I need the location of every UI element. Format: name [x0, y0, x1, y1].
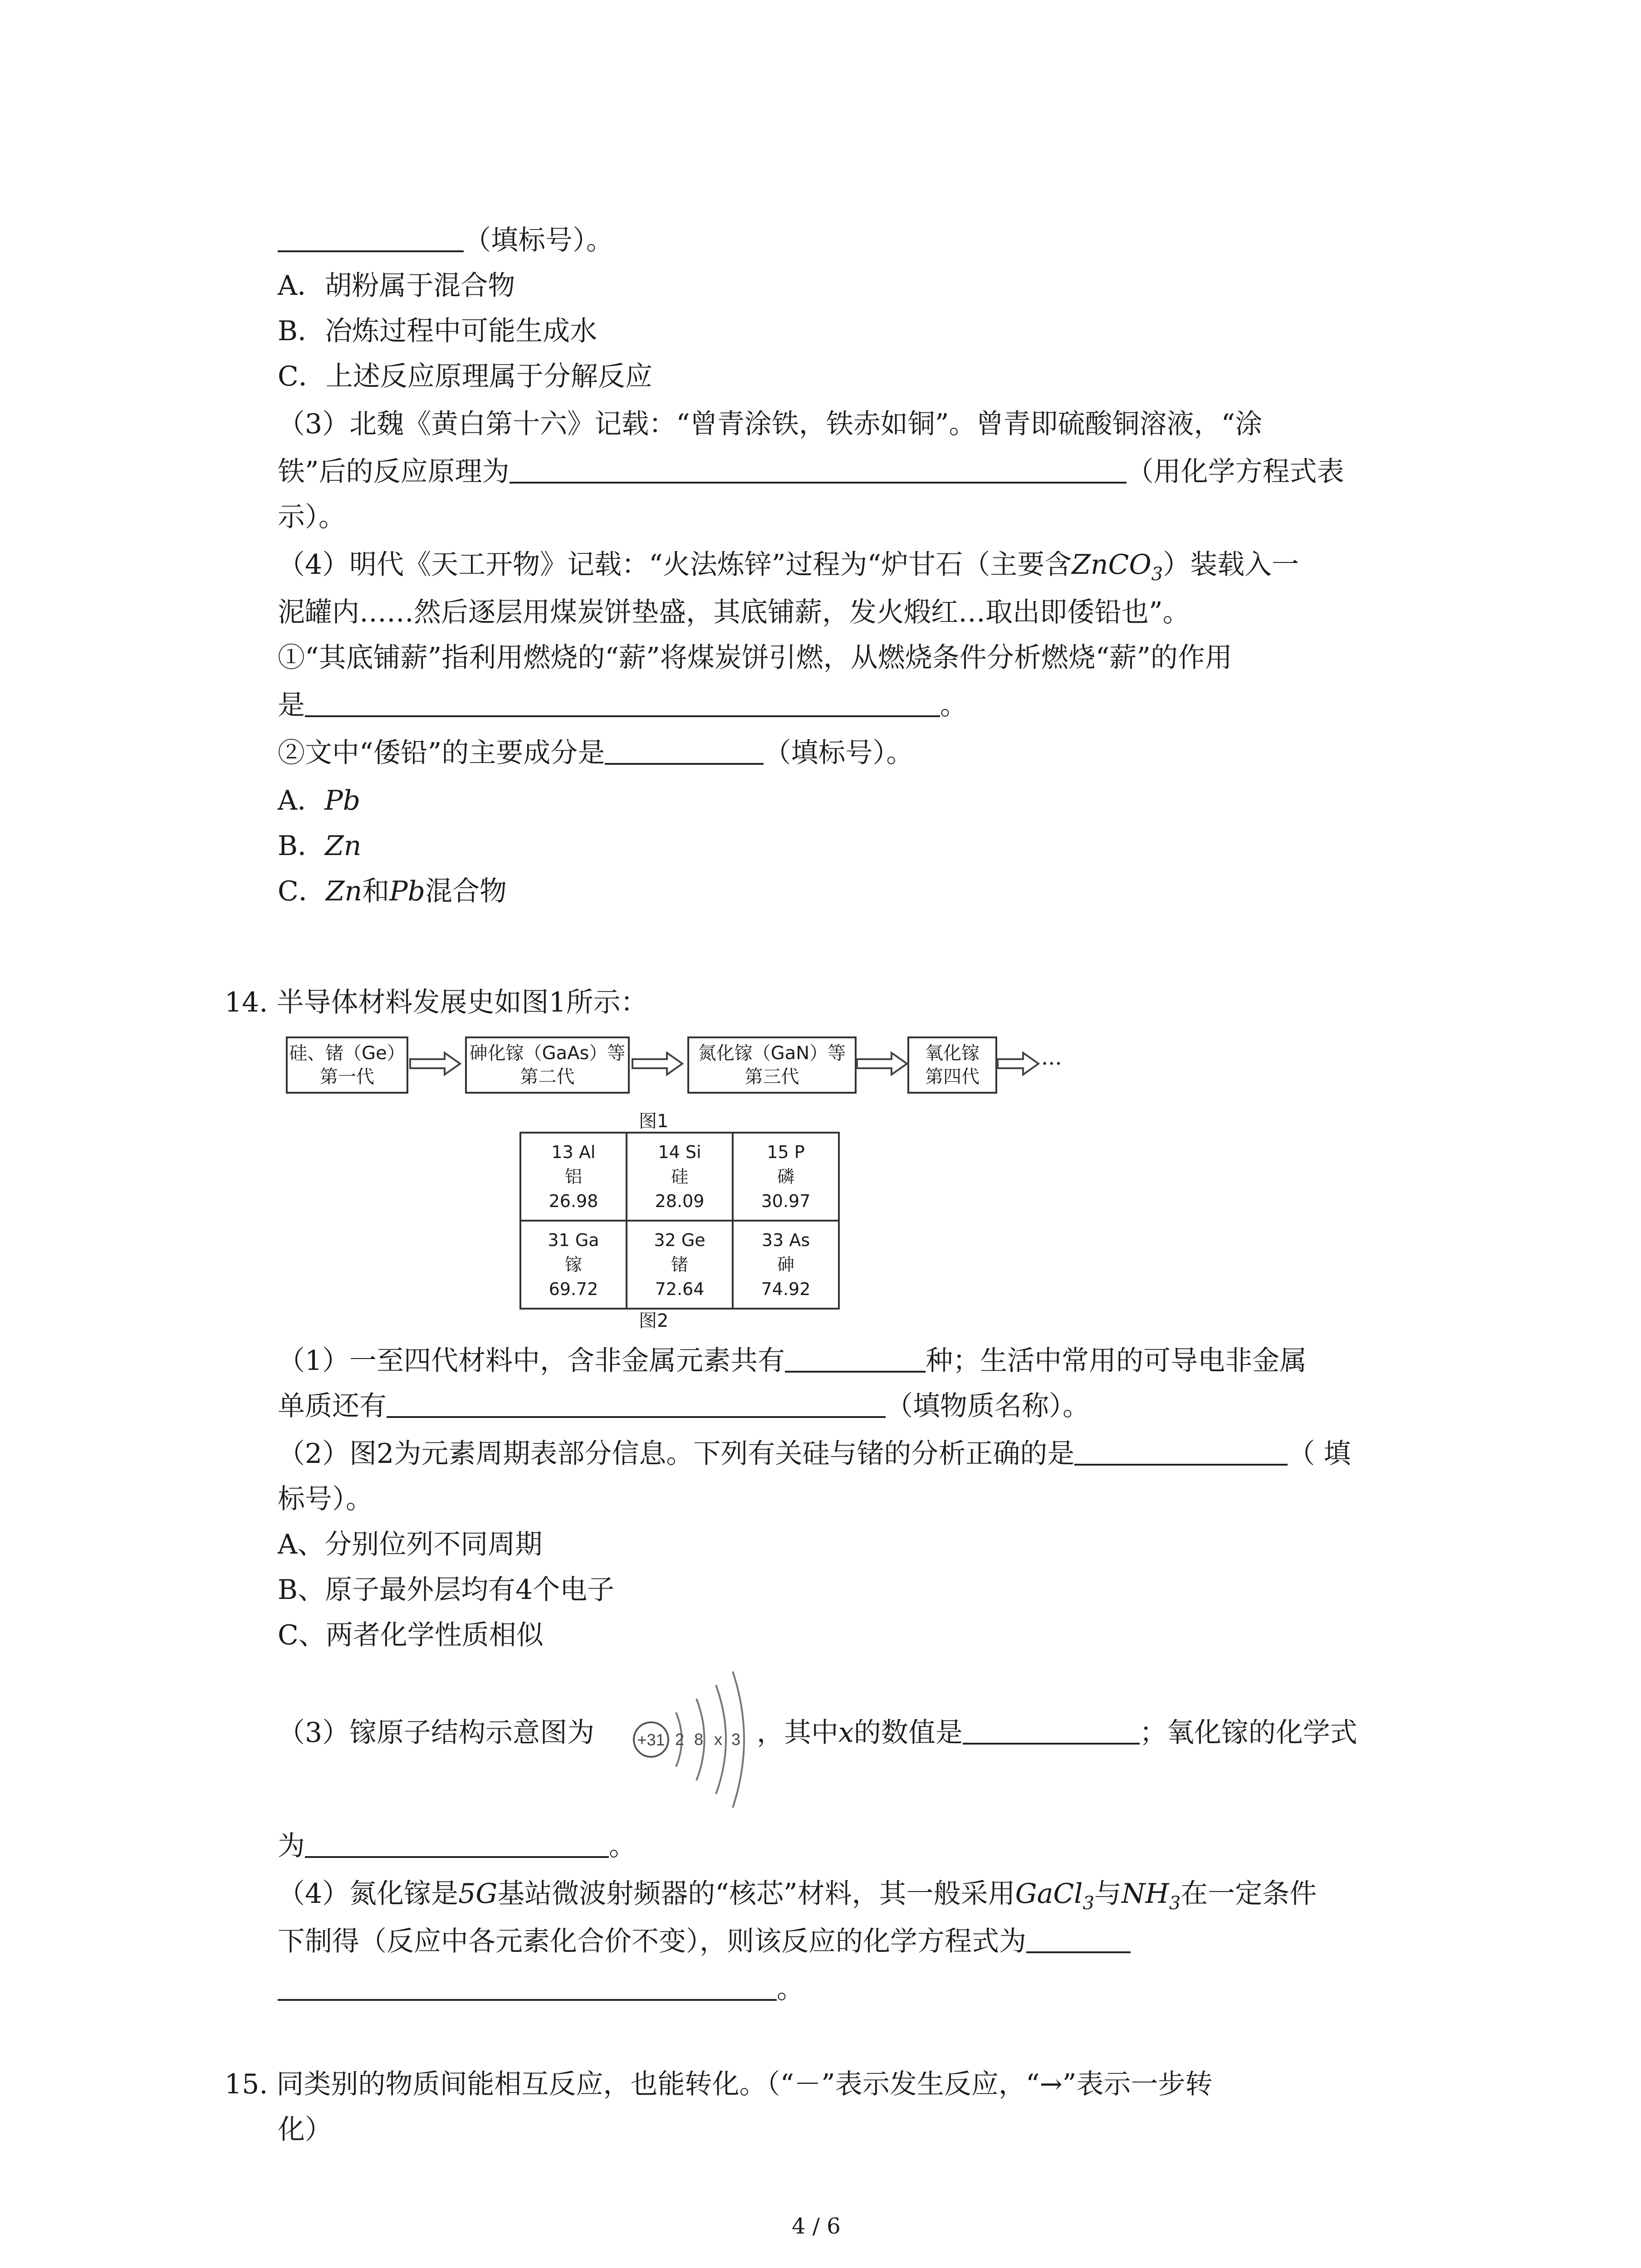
- q13-q2-option-b: B．Zn: [278, 830, 362, 862]
- q14-option-c: C、两者化学性质相似: [278, 1619, 544, 1651]
- shell-1-electrons: 2: [675, 1730, 685, 1749]
- q13-q2-option-c: C．Zn和Pb混合物: [278, 875, 507, 907]
- fig1-box-gen2: 砷化镓（GaAs）等 第二代: [465, 1036, 630, 1094]
- fig1-box-gen3: 氮化镓（GaN）等 第三代: [687, 1036, 857, 1094]
- q13-part4-line2: 泥罐内……然后逐层用煤炭饼垫盛，其底铺薪，发火煅红…取出即倭铅也”。: [278, 596, 1190, 628]
- q13-part4-q1-line1: ①“其底铺薪”指利用燃烧的“薪”将煤炭饼引燃，从燃烧条件分析燃烧“薪”的作用: [278, 642, 1233, 674]
- answer-blank[interactable]: [387, 1389, 886, 1418]
- answer-blank[interactable]: [963, 1716, 1140, 1745]
- gallium-atom-structure-diagram: [631, 1662, 753, 1817]
- arrow-icon: [996, 1050, 1041, 1077]
- answer-blank[interactable]: [305, 688, 940, 717]
- q14-option-b: B、原子最外层均有4个电子: [278, 1574, 615, 1606]
- q14-part4-line1: （4）氮化镓是5G基站微波射频器的“核芯”材料，其一般采用GaCl$_3$与$NH_3$在一定条件: [278, 1878, 1317, 1914]
- fig1-caption: 图1: [639, 1111, 669, 1132]
- arrow-icon: [855, 1050, 910, 1077]
- fig2-caption: 图2: [639, 1310, 669, 1331]
- periodic-table-fragment: [519, 1132, 840, 1310]
- arrow-icon: [631, 1050, 685, 1077]
- element-cell: 33 As 砷 74.92: [733, 1221, 839, 1309]
- q13-part4-line1: （4）明代《天工开物》记载：“火法炼锌”过程为“炉甘石（主要含ZnCO$_3$）装载入一: [278, 549, 1299, 585]
- answer-blank[interactable]: [1026, 1924, 1131, 1953]
- fig1-box-gen1: 硅、锗（Ge） 第一代: [286, 1036, 408, 1094]
- q15-line2: 化）: [278, 2114, 332, 2146]
- q14-part3-text-b: ，其中x的数值是 ；氧化镓的化学式: [757, 1715, 1357, 1751]
- q13-line1: （填标号）。: [278, 222, 613, 259]
- q14-part1-line2: 单质还有 （填物质名称）。: [278, 1388, 1090, 1424]
- q14-title: 14. 半导体材料发展史如图1所示：: [225, 987, 648, 1018]
- element-cell: 32 Ge 锗 72.64: [627, 1221, 733, 1309]
- q14-part2-line1: （2）图2为元素周期表部分信息。下列有关硅与锗的分析正确的是 （ 填: [278, 1436, 1351, 1472]
- q14-part1-line1: （1）一至四代材料中，含非金属元素共有 种；生活中常用的可导电非金属: [278, 1343, 1307, 1379]
- q13-part4-q1-line2: 是 。: [278, 687, 967, 723]
- page-number: 4 / 6: [792, 2214, 841, 2239]
- fig1-box-gen4: 氧化镓 第四代: [907, 1036, 997, 1094]
- q13-option-c: C．上述反应原理属于分解反应: [278, 361, 652, 392]
- answer-blank[interactable]: [1074, 1437, 1288, 1466]
- q13-option-b: B．冶炼过程中可能生成水: [278, 315, 598, 347]
- shell-3-electrons: x: [714, 1730, 722, 1749]
- q13-part3-line1: （3）北魏《黄白第十六》记载：“曾青涂铁，铁赤如铜”。曾青即硫酸铜溶液，“涂: [278, 408, 1263, 440]
- answer-blank[interactable]: [278, 223, 464, 252]
- fig1-ellipsis: ···: [1041, 1051, 1062, 1076]
- q13-part4-q2: ②文中“倭铅”的主要成分是 （填标号）。: [278, 735, 913, 771]
- q14-part3-line2: 为 。: [278, 1828, 636, 1864]
- q14-option-a: A、分别位列不同周期: [278, 1529, 543, 1560]
- atom-nucleus-label: +31: [637, 1730, 665, 1749]
- answer-blank[interactable]: [509, 455, 1127, 484]
- answer-blank[interactable]: [605, 736, 764, 765]
- answer-blank[interactable]: [278, 1972, 777, 2001]
- shell-2-electrons: 8: [694, 1730, 704, 1749]
- q13-part3-line3: 示）。: [278, 501, 346, 533]
- element-cell: 14 Si 硅 28.09: [627, 1133, 733, 1221]
- q15-line1: 15. 同类别的物质间能相互反应，也能转化。（“－”表示发生反应，“→”表示一步转: [225, 2068, 1213, 2100]
- q14-part3-text-a: （3）镓原子结构示意图为: [278, 1717, 595, 1749]
- shell-4-electrons: 3: [731, 1730, 741, 1749]
- element-cell: 31 Ga 镓 69.72: [520, 1221, 627, 1309]
- q14-part4-line3: 。: [278, 1971, 804, 2007]
- q14-part2-line2: 标号）。: [278, 1483, 373, 1515]
- q13-part3-line2: 铁”后的反应原理为 （用化学方程式表: [278, 454, 1344, 490]
- arrow-icon: [408, 1050, 463, 1077]
- q14-part4-line2: 下制得（反应中各元素化合价不变），则该反应的化学方程式为: [278, 1923, 1131, 1960]
- element-cell: 13 Al 铝 26.98: [520, 1133, 627, 1221]
- answer-blank[interactable]: [785, 1344, 926, 1373]
- q13-q2-option-a: A．Pb: [278, 785, 361, 816]
- element-cell: 15 P 磷 30.97: [733, 1133, 839, 1221]
- answer-blank[interactable]: [305, 1829, 609, 1858]
- q13-option-a: A．胡粉属于混合物: [278, 270, 515, 302]
